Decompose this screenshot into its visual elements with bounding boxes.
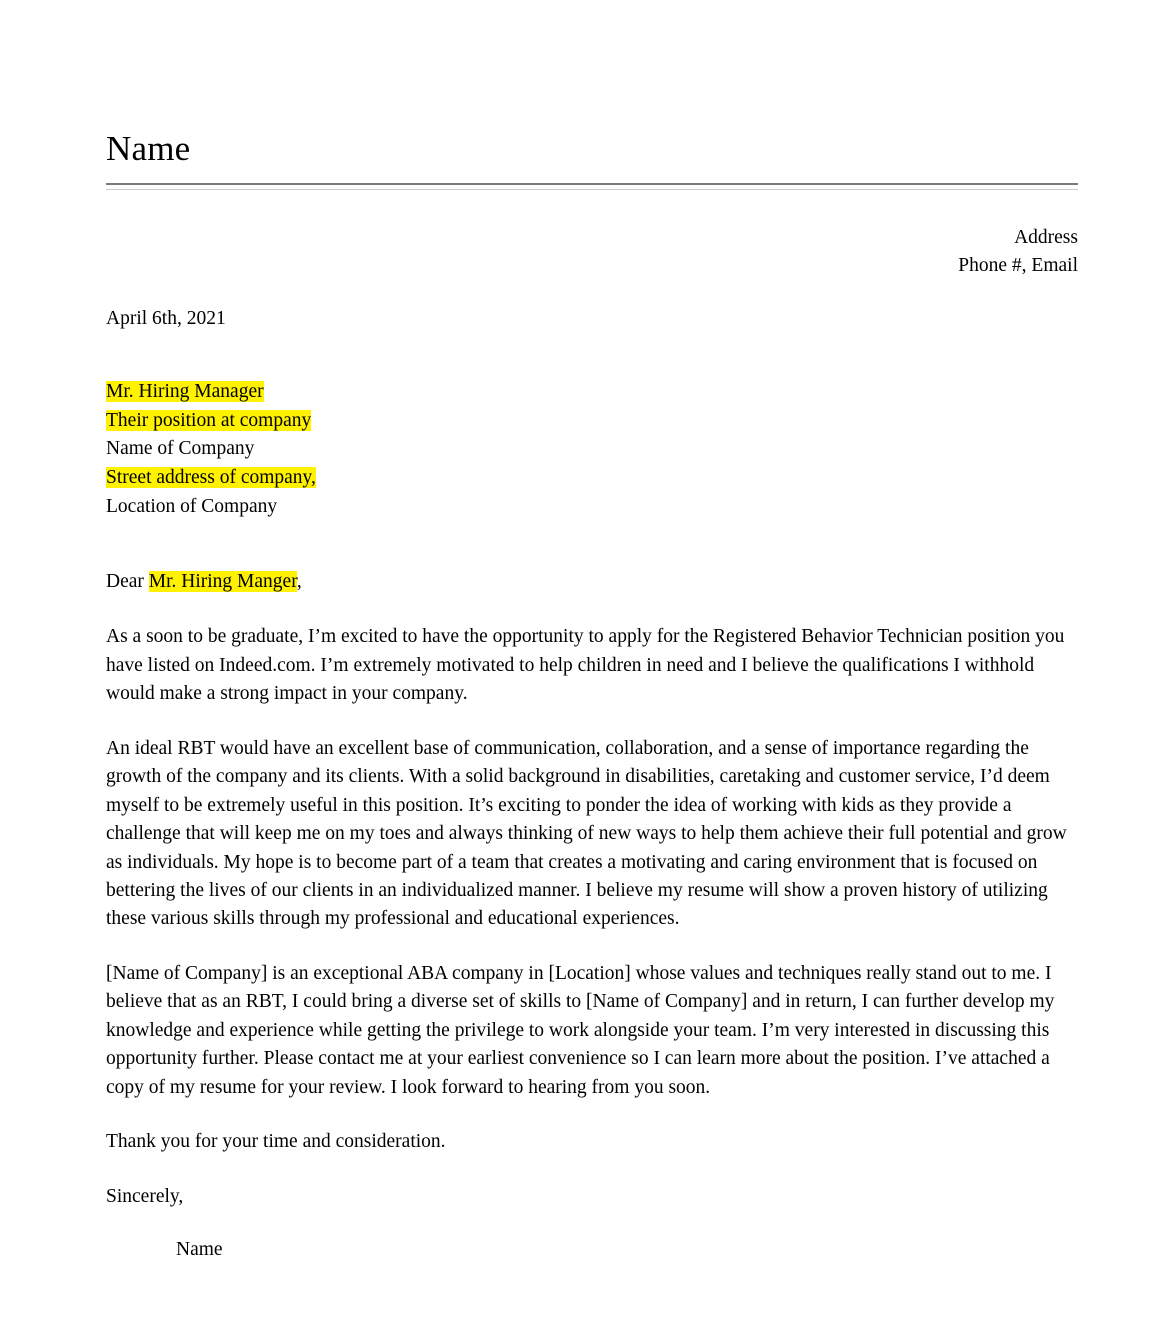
recipient-name-highlight: Mr. Hiring Manager: [106, 381, 264, 403]
recipient-line-4: [106, 464, 1078, 493]
salutation-prefix: Dear: [106, 571, 149, 593]
recipient-street-highlight: Street address of company,: [106, 467, 316, 489]
page-title: Name: [106, 129, 191, 168]
sender-address: Address: [1014, 226, 1078, 248]
recipient-location: Location of Company: [106, 495, 278, 517]
recipient-line-3: [106, 435, 1078, 464]
body-paragraph-1: As a soon to be graduate, I’m excited to have the opportunity to apply for the Registered Behavior Technician position you have listed on Indeed.com. I’m extremely motivated to help children in need and I believe the qualifications I withhold would make a strong impact in your company.: [106, 626, 1065, 705]
closing-line: Sincerely,: [106, 1185, 184, 1207]
sender-contact-block: [106, 224, 1078, 282]
body-paragraph-4: Thank you for your time and consideration.: [106, 1131, 446, 1153]
body-paragraph-3: [Name of Company] is an exceptional ABA company in [Location] whose values and techniques really stand out to me. I believe that as an RBT, I could bring a diverse set of skills to [Name of Company] and in return, I can further develop my knowledge and experience while getting the privilege to work alongside your team. I’m very interested in discussing this opportunity further. Please contact me at your earliest convenience so I can learn more about the position. I’ve attached a copy of my resume for your review. I look forward to hearing from you soon.: [106, 962, 1055, 1098]
sender-phone-email: Phone #, Email: [958, 255, 1078, 277]
salutation-suffix: ,: [296, 571, 302, 593]
salutation-name-highlight: Mr. Hiring Manger: [148, 571, 297, 593]
letter-date: April 6th, 2021: [106, 308, 226, 330]
salutation: [106, 568, 1078, 597]
recipient-block: [106, 378, 1078, 521]
recipient-line-5: [106, 493, 1078, 522]
letter-body: [106, 0, 1078, 1264]
recipient-company: Name of Company: [106, 438, 255, 460]
recipient-position-highlight: Their position at company: [106, 409, 312, 431]
recipient-line-1: [106, 378, 1078, 407]
recipient-line-2: [106, 407, 1078, 436]
signature-name: Name: [176, 1238, 223, 1260]
body-paragraph-2: An ideal RBT would have an excellent base of communication, collaboration, and a sense of importance regarding the growth of the company and its clients. With a solid background in disabilities, caretaking and customer service, I’d deem myself to be extremely useful in this position. It’s exciting to ponder the idea of working with kids as they provide a challenge that will keep me on my toes and always thinking of new ways to help them achieve their full potential and grow as individuals. My hope is to become part of a team that creates a motivating and caring environment that is focused on bettering the lives of our clients in an individualized manner. I believe my resume will show a proven history of utilizing these various skills through my professional and educational experiences.: [106, 737, 1067, 930]
header-divider: [106, 183, 1078, 190]
